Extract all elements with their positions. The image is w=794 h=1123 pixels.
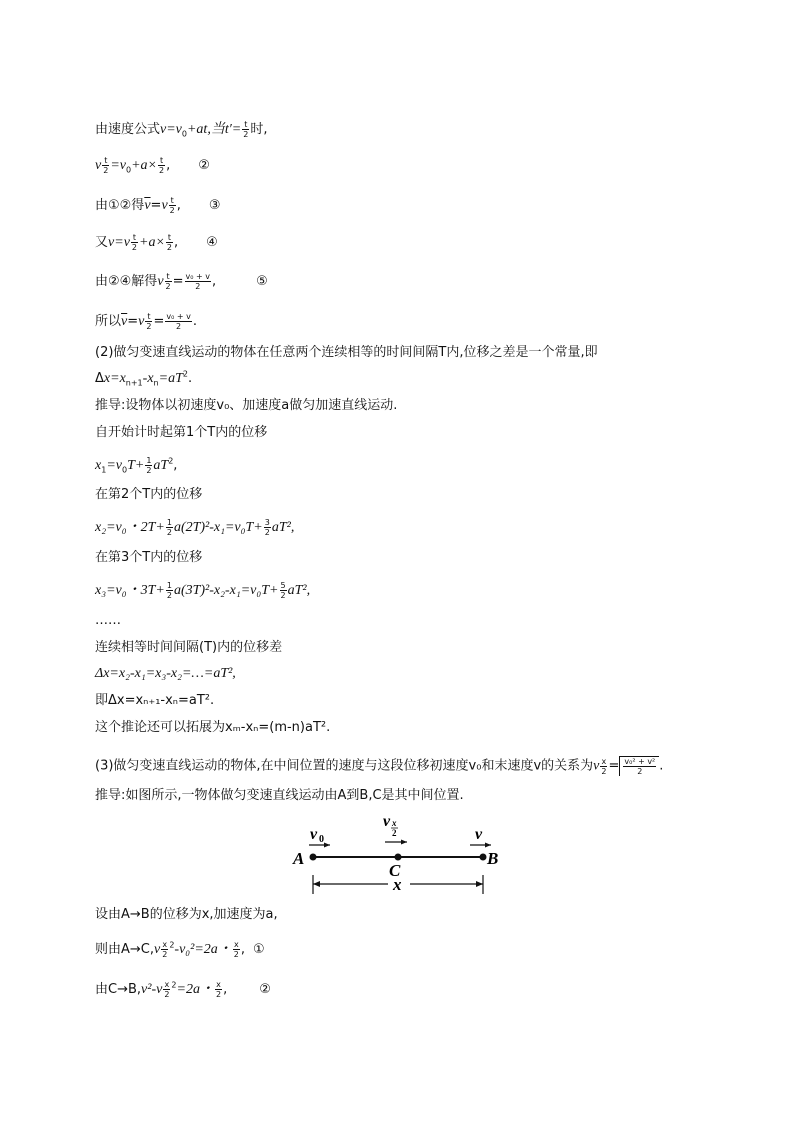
text: ,	[173, 458, 178, 473]
text: +at,当	[186, 122, 225, 137]
text: .	[659, 758, 664, 774]
paragraph-line: 在第2个T内的位移	[95, 487, 203, 502]
text: .	[192, 314, 197, 329]
text-line	[95, 120, 267, 139]
text: ,	[176, 198, 181, 213]
text: v	[593, 758, 600, 774]
fraction: $\frac{1}{2}$	[146, 456, 152, 475]
equation-number: ①	[253, 942, 265, 957]
text: aT²,	[287, 583, 311, 598]
fraction: $\frac{1}{2}$	[166, 581, 172, 600]
equation-number: ②	[198, 158, 210, 173]
paragraph-line: 推导:如图所示,一物体做匀变速直线运动由A到B,C是其中间位置.	[95, 788, 464, 803]
paragraph-line: 推导:设物体以初速度v₀、加速度a做匀加速直线运动.	[95, 398, 398, 413]
equation-number: ④	[206, 235, 218, 250]
text: =	[127, 314, 139, 329]
label-x: x	[393, 875, 402, 894]
text: =aT	[158, 371, 183, 386]
text: =	[172, 274, 184, 289]
text: t′=	[224, 122, 242, 137]
fraction: $\frac{3}{2}$	[264, 518, 270, 537]
fraction: $\frac{t}{2}$	[243, 120, 249, 139]
text: x₃=v₀・3T+	[95, 583, 165, 598]
paragraph-line: 在第3个T内的位移	[95, 550, 203, 565]
text: 0	[125, 165, 132, 175]
fraction: $\frac{x}{2}$	[164, 980, 170, 999]
fraction: $\frac{t}{2}$	[158, 156, 165, 175]
text: +a×	[131, 158, 157, 173]
label-vmid: v	[383, 813, 391, 830]
text: ,	[212, 274, 217, 289]
text: -v₀²=2a・	[174, 942, 232, 957]
text-line	[95, 940, 265, 959]
label-vmid-den: 2	[392, 828, 397, 838]
text: Δ	[95, 371, 104, 386]
fraction: $\frac{\text{v₀² + v²}}{2}$	[624, 757, 656, 776]
text-line	[95, 233, 218, 252]
paragraph-line: 设由A→B的位移为x,加速度为a,	[95, 907, 278, 922]
text: x₂=v₀・2T+	[95, 520, 165, 535]
text: x	[95, 458, 102, 473]
text: ,	[166, 158, 171, 173]
text: =v	[110, 158, 126, 173]
text: $\overline{v}$	[121, 314, 128, 329]
text: 由②④解得	[95, 274, 158, 289]
fraction: $\frac{t}{2}$	[131, 233, 137, 252]
fraction: $\frac{\text{v₀ + v}}{2}$	[185, 272, 210, 291]
text: v=	[108, 235, 124, 250]
text-line	[95, 272, 268, 291]
text: v	[154, 942, 161, 957]
point-a	[310, 854, 317, 861]
text: v	[161, 198, 168, 213]
text: v	[156, 982, 163, 997]
label-v0: v	[310, 826, 318, 843]
text: v	[157, 274, 164, 289]
text: ,	[174, 235, 179, 250]
label-c: C	[389, 861, 401, 880]
text: x=x	[103, 371, 126, 386]
text: 由C→B,	[95, 982, 142, 997]
fraction: $\frac{t}{2}$	[166, 233, 172, 252]
square-root	[619, 756, 659, 776]
text: ,	[240, 942, 246, 957]
fraction: $\frac{x}{2}$	[601, 756, 607, 776]
label-vmid-num: x	[392, 818, 397, 828]
text: a(3T)²-x₂-x₁=v₀T+	[173, 583, 279, 598]
text: T+	[127, 458, 145, 473]
text: v	[95, 158, 102, 173]
fraction: $\frac{t}{2}$	[146, 312, 152, 331]
text-line	[95, 518, 294, 537]
motion-diagram	[290, 812, 510, 896]
text: 2	[169, 940, 175, 950]
text: v	[138, 314, 145, 329]
text: 又	[95, 235, 109, 250]
text: 所以	[95, 314, 122, 329]
text: 0	[121, 465, 128, 475]
fraction: $\frac{x}{2}$	[162, 940, 168, 959]
paragraph-line: 这个推论还可以拓展为xₘ-xₙ=(m-n)aT².	[95, 720, 331, 735]
point-c	[395, 854, 402, 861]
text: ,	[223, 982, 228, 997]
text-line	[95, 581, 310, 600]
label-v: v	[475, 826, 483, 843]
text-line	[95, 156, 210, 175]
text: =	[608, 758, 620, 774]
equation-line: Δx=x₂-x₁=x₃-x₂=…=aT²,	[95, 666, 236, 681]
text: aT	[153, 458, 169, 473]
fraction: $\frac{t}{2}$	[169, 196, 175, 215]
equation-number: ③	[208, 198, 221, 213]
text-line	[95, 456, 177, 475]
text-line	[95, 370, 192, 388]
text: 2	[168, 456, 174, 466]
text: n	[153, 378, 159, 388]
text: a(2T)²-x₁=v₀T+	[173, 520, 263, 535]
fraction: $\frac{x}{2}$	[215, 980, 222, 999]
text: aT²,	[271, 520, 295, 535]
text: =2a・	[176, 982, 214, 997]
label-b: B	[487, 849, 499, 868]
text-line	[95, 980, 271, 999]
fraction: $\frac{t}{2}$	[165, 272, 171, 291]
equation-number: ②	[259, 982, 271, 997]
fraction: $\frac{t}{2}$	[103, 156, 109, 175]
text: $\overline{v}$	[144, 198, 151, 213]
text: 由①②得	[95, 198, 145, 213]
text-line	[95, 196, 221, 215]
paragraph-line: ……	[95, 613, 121, 628]
label-v0-sub: 0	[319, 834, 324, 845]
arrow-v-head	[485, 843, 491, 848]
text: (3)做匀变速直线运动的物体,在中间位置的速度与这段位移初速度v₀和末速度v的关系为	[95, 758, 594, 774]
label-a: A	[293, 849, 305, 868]
text-line	[95, 756, 663, 776]
text: 0	[181, 129, 187, 139]
text-line	[95, 312, 197, 331]
text: v²-	[141, 982, 157, 997]
paragraph-line: 连续相等时间间隔(T)内的位移差	[95, 640, 283, 655]
text: 1	[101, 465, 107, 475]
fraction: $\frac{1}{2}$	[166, 518, 172, 537]
paragraph-line: 即Δx=xₙ₊₁-xₙ=aT².	[95, 693, 215, 708]
paragraph-line: 自开始计时起第1个T内的位移	[95, 425, 268, 440]
arrow-v0-head	[324, 843, 330, 848]
arrow-vmid-head	[401, 840, 407, 845]
text: =	[150, 198, 162, 213]
dimension-arrow-right	[476, 881, 483, 887]
paragraph-line: (2)做匀变速直线运动的物体在任意两个连续相等的时间间隔T内,位移之差是一个常量,即	[95, 345, 598, 360]
text: .	[187, 371, 193, 386]
equation-number: ⑤	[256, 274, 268, 289]
dimension-arrow-left	[313, 881, 320, 887]
text: 时,	[250, 122, 268, 137]
text: 2	[171, 980, 177, 990]
text: v=v	[160, 122, 182, 137]
text: v	[123, 235, 130, 250]
fraction: $\frac{x}{2}$	[233, 940, 239, 959]
fraction: $\frac{\text{v₀ + v}}{2}$	[166, 312, 191, 331]
text: -x	[142, 371, 154, 386]
text: 2	[182, 369, 188, 379]
text: =	[153, 314, 165, 329]
text: 则由A→C,	[95, 942, 154, 957]
point-b	[480, 854, 487, 861]
fraction: $\frac{5}{2}$	[280, 581, 286, 600]
text: n+1	[125, 378, 143, 388]
text: 由速度公式	[95, 122, 161, 137]
text: =v	[106, 458, 122, 473]
text: +a×	[139, 235, 165, 250]
